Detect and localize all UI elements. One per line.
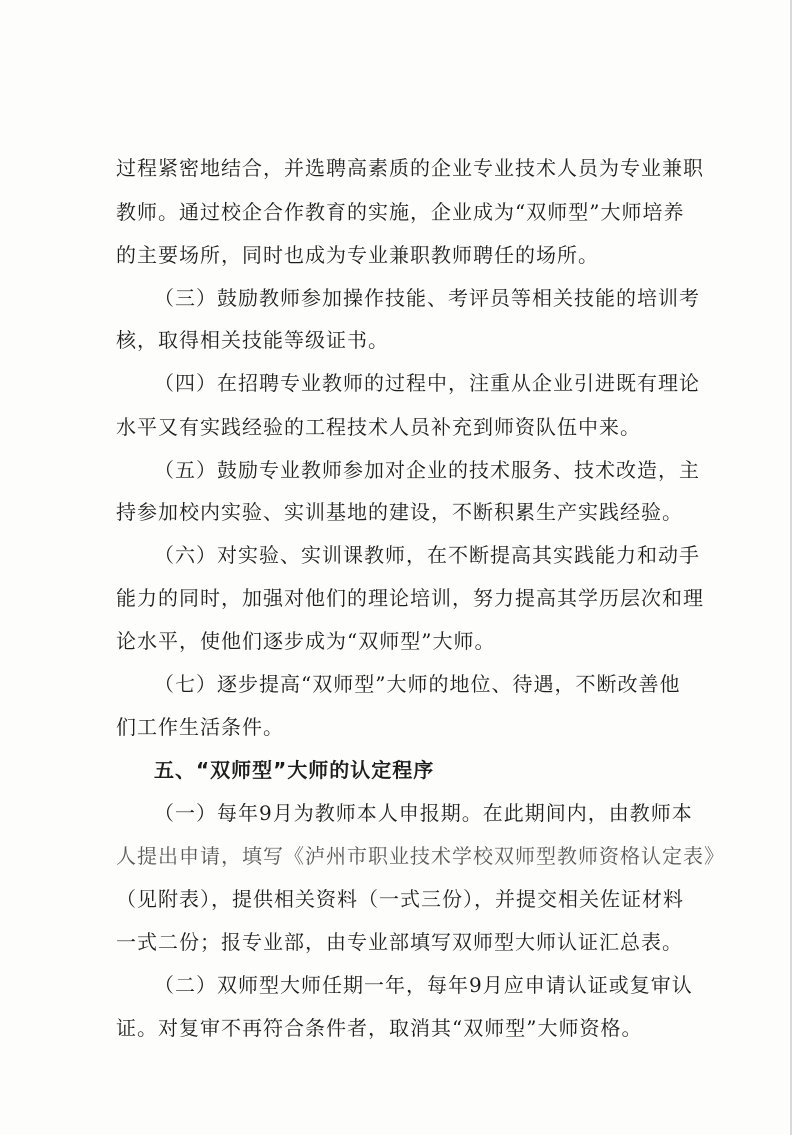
body-line: 能力的同时，加强对他们的理论培训，努力提高其学历层次和理 [116,586,704,610]
body-line: （一）每年9月为教师本人申报期。在此期间内，由教师本 [154,801,693,825]
body-line: （三）鼓励教师参加操作技能、考评员等相关技能的培训考 [154,286,700,310]
section-heading: 五、“双师型”大师的认定程序 [154,758,435,782]
body-line: （四）在招聘专业教师的过程中，注重从企业引进既有理论 [154,371,700,395]
body-line: 一式二份；报专业部，由专业部填写双师型大师认证汇总表。 [116,930,683,954]
body-line: 水平又有实践经验的工程技术人员补充到师资队伍中来。 [116,415,641,439]
body-line: （见附表），提供相关资料（一式三份），并提交相关佐证材料 [116,887,684,911]
body-line: 教师。通过校企合作教育的实施，企业成为“双师型”大师培养 [116,200,685,224]
body-line: （六）对实验、实训课教师，在不断提高其实践能力和动手 [154,543,700,567]
body-line: 证。对复审不再符合条件者，取消其“双师型”大师资格。 [116,1016,643,1040]
body-line: （七）逐步提高“双师型”大师的地位、待遇，不断改善他 [154,672,681,696]
body-line: 过程紧密地结合，并选聘高素质的企业专业技术人员为专业兼职 [116,156,704,180]
body-line: （五）鼓励专业教师参加对企业的技术服务、技术改造，主 [154,458,700,482]
form-title-line: 人提出申请，填写《泸州市职业技术学校双师型教师资格认定表》 [116,844,725,868]
body-line: （二）双师型大师任期一年，每年9月应申请认证或复审认 [154,973,693,997]
body-line: 们工作生活条件。 [116,715,284,739]
body-line: 的主要场所，同时也成为专业兼职教师聘任的场所。 [116,243,599,267]
body-line: 论水平，使他们逐步成为“双师型”大师。 [116,629,496,653]
body-line: 核，取得相关技能等级证书。 [116,328,389,352]
body-line: 持参加校内实验、实训基地的建设，不断积累生产实践经验。 [116,500,683,524]
